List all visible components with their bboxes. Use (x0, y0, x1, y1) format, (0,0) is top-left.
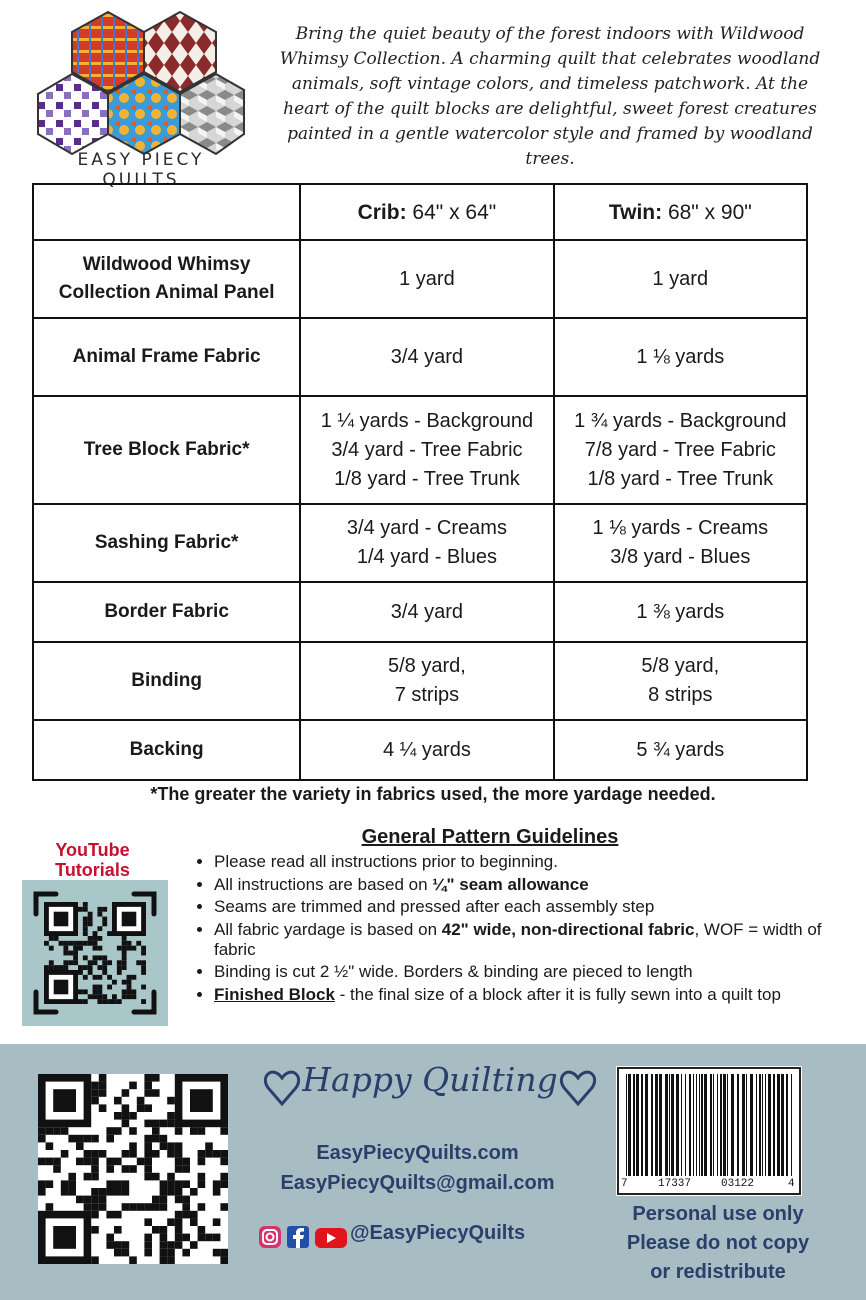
cell-text: 3/4 yard (390, 600, 464, 623)
heart-icon (265, 1072, 298, 1104)
cell-text: 3/4 yard (390, 345, 464, 368)
happy-quilting-text: Happy Quilting (302, 1060, 558, 1099)
usage-notice: Personal use only Please do not copy or redistribute (626, 1203, 810, 1283)
cell-text: Sashing Fabric* (94, 532, 239, 553)
social-handle[interactable]: @EasyPiecyQuilts (350, 1222, 526, 1244)
cell-text: 5/8 yard, (641, 655, 720, 677)
row-label (33, 504, 300, 582)
cell-text: Wildwood Whimsy (82, 254, 251, 275)
facebook-icon[interactable] (287, 1226, 309, 1248)
guidelines-title: General Pattern Guidelines (361, 826, 619, 848)
row-label (33, 720, 300, 780)
cell-text: Binding (131, 670, 202, 691)
row-label (33, 642, 300, 720)
brand-name: EASY PIECY QUILTS (77, 150, 205, 190)
barcode-icon (616, 1066, 802, 1196)
cell-text: 1/8 yard - Tree Trunk (334, 467, 520, 490)
row-label (33, 582, 300, 642)
list-item: • Binding is cut 2 ½" wide. Borders & binding are pieced to length (214, 962, 854, 982)
twin-cell (554, 642, 807, 720)
cell-text: 5/8 yard, (388, 655, 466, 677)
list-item: • All instructions are based on ¼" seam allowance (214, 875, 854, 895)
table-header-blank (33, 184, 300, 240)
crib-cell (300, 396, 553, 504)
barcode (616, 1066, 802, 1196)
twin-cell (554, 582, 807, 642)
cell-text: 1/4 yard - Blues (356, 546, 497, 568)
row-label (33, 240, 300, 318)
cell-text: Tree Block Fabric* (83, 439, 250, 460)
crib-cell (300, 504, 553, 582)
cell-text: 7/8 yard - Tree Fabric (584, 438, 776, 461)
intro-paragraph: Bring the quiet beauty of the forest indoors with Wildwood Whimsy Collection. A charming quilt that celebrates woodland animals, soft vintage colors, and timeless patchwork. At the heart of the quilt blocks are delightful, sweet forest creatures painted in a gentle watercolor style and framed by woodland trees. (279, 24, 821, 169)
crib-cell (300, 318, 553, 396)
twin-cell (554, 240, 807, 318)
table-row (33, 504, 807, 582)
youtube-icon[interactable] (315, 1228, 347, 1248)
heart-icon (561, 1072, 594, 1104)
cell-text: 3/4 yard - Tree Fabric (331, 438, 523, 461)
twin-cell (554, 318, 807, 396)
list-item: • Seams are trimmed and pressed after each assembly step (214, 897, 854, 917)
crib-cell (300, 582, 553, 642)
email-link[interactable]: EasyPiecyQuilts@gmail.com (280, 1172, 555, 1194)
qr-code-icon (22, 880, 168, 1026)
table-header-crib: Crib: 64" x 64" (300, 184, 553, 240)
cell-text: 4 ¼ yards (383, 738, 471, 761)
youtube-tutorials-label: YouTube Tutorials (55, 840, 130, 880)
cell-text: 1 ¾ yards - Background (574, 409, 787, 432)
fabric-requirements-table (32, 183, 808, 781)
crib-cell (300, 642, 553, 720)
twin-cell (554, 504, 807, 582)
cell-text: 1/8 yard - Tree Trunk (587, 467, 774, 490)
cell-text: 3/8 yard - Blues (610, 546, 751, 568)
list-item: • Please read all instructions prior to beginning. (214, 852, 854, 872)
cell-text: 1 ¼ yards - Background (320, 409, 534, 432)
cell-text: 8 strips (648, 684, 713, 706)
crib-cell (300, 240, 553, 318)
twin-cell (554, 720, 807, 780)
website-qr-code[interactable] (38, 1074, 228, 1264)
cell-text: Backing (129, 739, 204, 760)
table-row (33, 396, 807, 504)
yardage-note: *The greater the variety in fabrics used, the more yardage needed. (150, 784, 716, 804)
table-row (33, 318, 807, 396)
cell-text: Animal Frame Fabric (72, 346, 261, 367)
cell-text: 1 ⅜ yards (636, 600, 725, 623)
twin-cell (554, 396, 807, 504)
cell-text: Collection Animal Panel (58, 282, 275, 303)
cell-text: 5 ¾ yards (636, 738, 725, 761)
instagram-icon[interactable] (259, 1226, 281, 1248)
table-row (33, 582, 807, 642)
cell-text: 1 yard (652, 267, 709, 290)
row-label (33, 318, 300, 396)
cell-text: 3/4 yard - Creams (346, 517, 507, 539)
cell-text: 1 yard (399, 267, 455, 290)
qr-code-icon (38, 1074, 228, 1264)
table-row (33, 720, 807, 780)
list-item: • Finished Block - the final size of a block after it is fully sewn into a quilt top (214, 985, 854, 1005)
table-header-row (33, 184, 807, 240)
table-row (33, 240, 807, 318)
cell-text: 7 strips (394, 684, 460, 706)
guidelines-list (190, 852, 854, 1007)
table-row (33, 642, 807, 720)
crib-cell (300, 720, 553, 780)
cell-text: Border Fabric (104, 601, 229, 622)
social-icons (258, 1224, 348, 1250)
table-header-twin: Twin: 68" x 90" (554, 184, 807, 240)
website-link[interactable]: EasyPiecyQuilts.com (316, 1142, 519, 1164)
list-item: • All fabric yardage is based on 42" wide, non-directional fabric, WOF = width of fabric (214, 920, 854, 960)
cell-text: 1 ⅛ yards - Creams (592, 517, 769, 539)
cell-text: 1 ⅛ yards (636, 345, 725, 368)
row-label (33, 396, 300, 504)
youtube-qr-code[interactable] (22, 880, 168, 1026)
